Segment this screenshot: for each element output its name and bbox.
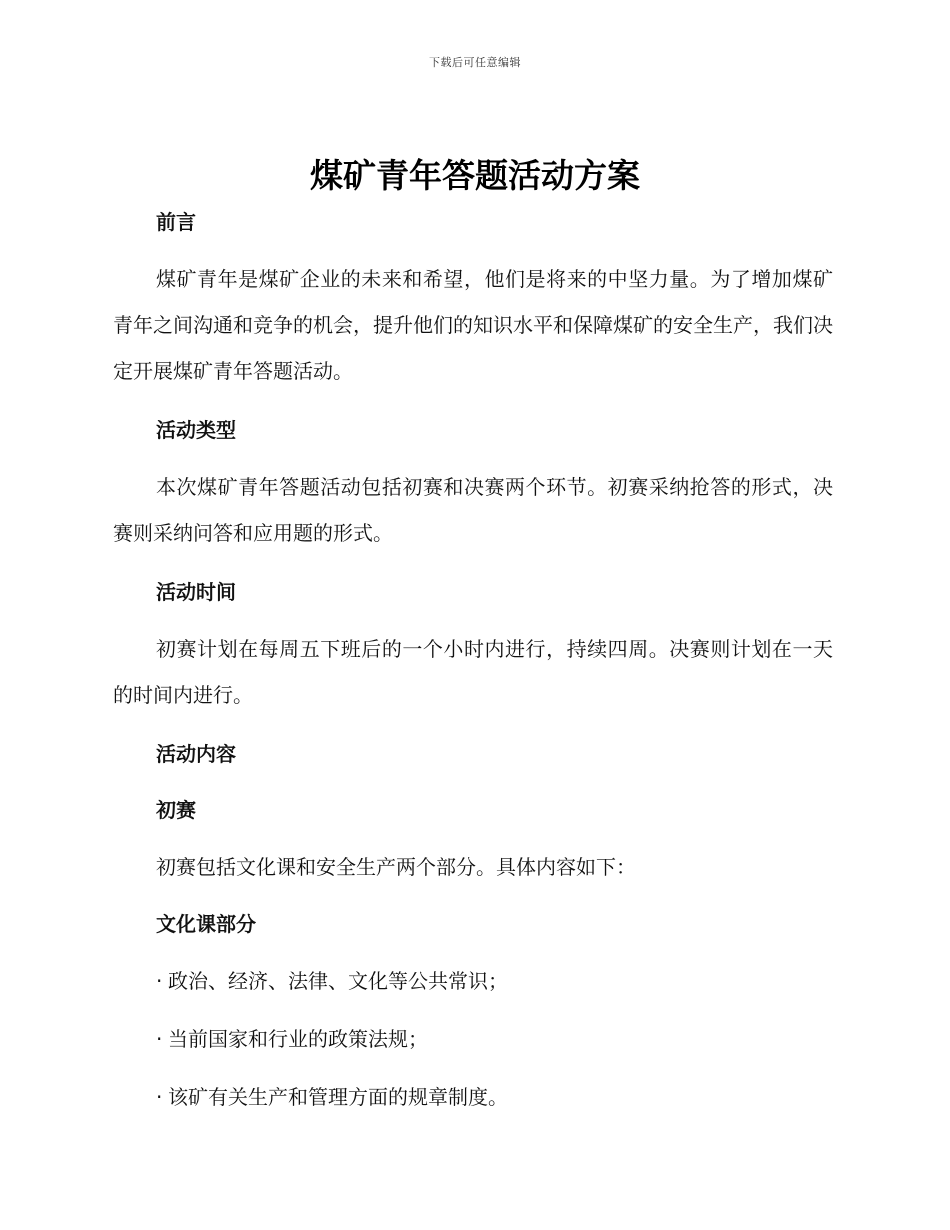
section-heading-preface: 前言 — [156, 210, 196, 234]
bullet-dot: · — [156, 1085, 163, 1109]
list-item — [113, 1074, 833, 1120]
list-item-text: 当前国家和行业的政策法规； — [168, 1027, 428, 1051]
paragraph-activity-type: 本次煤矿青年答题活动包括初赛和决赛两个环节。初赛采纳抢答的形式，决赛则采纳问答和应用题的形式。 — [113, 475, 833, 545]
list-item-text: 该矿有关生产和管理方面的规章制度。 — [168, 1085, 508, 1109]
paragraph-activity-time: 初赛计划在每周五下班后的一个小时内进行，持续四周。决赛则计划在一天的时间内进行。 — [113, 637, 833, 707]
section-heading-preliminary: 初赛 — [156, 798, 196, 822]
section-heading-culture: 文化课部分 — [156, 912, 256, 936]
paragraph-preliminary: 初赛包括文化课和安全生产两个部分。具体内容如下： — [156, 855, 636, 879]
document-body — [113, 200, 833, 1120]
bullet-dot: · — [156, 969, 163, 993]
list-item — [113, 1016, 833, 1062]
list-item — [113, 958, 833, 1004]
section-heading-activity-type: 活动类型 — [156, 418, 236, 442]
document-title: 煤矿青年答题活动方案 — [310, 156, 640, 195]
paragraph-preface: 煤矿青年是煤矿企业的未来和希望，他们是将来的中坚力量。为了增加煤矿青年之间沟通和竞争的机会，提升他们的知识水平和保障煤矿的安全生产，我们决定开展煤矿青年答题活动。 — [113, 267, 833, 383]
header-note: 下载后可任意编辑 — [429, 56, 521, 69]
section-heading-activity-time: 活动时间 — [156, 580, 236, 604]
list-item-text: 政治、经济、法律、文化等公共常识； — [168, 969, 508, 993]
bullet-dot: · — [156, 1027, 163, 1051]
section-heading-activity-content: 活动内容 — [156, 742, 236, 766]
